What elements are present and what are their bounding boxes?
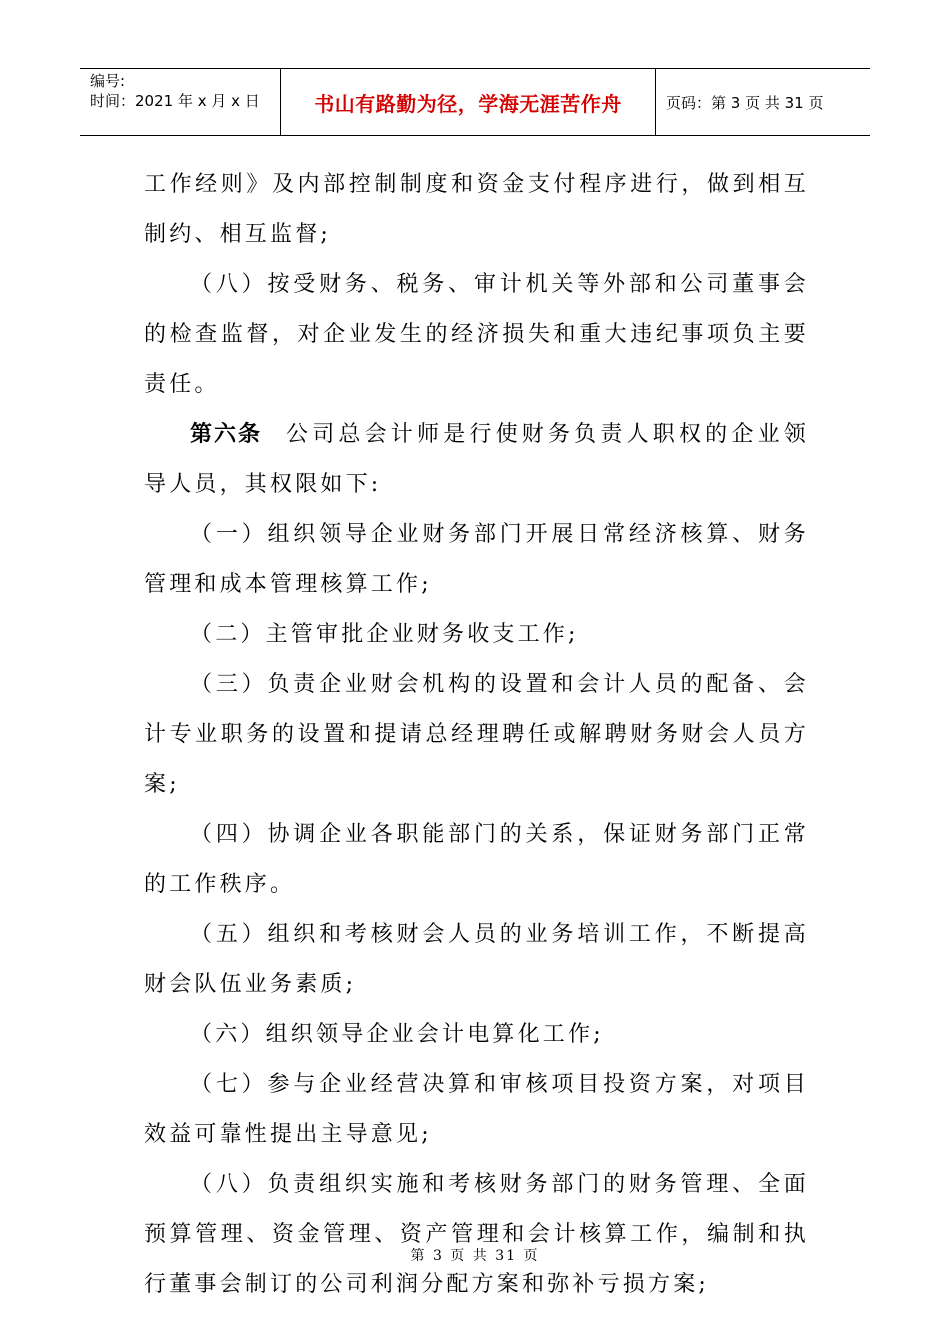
header-date: 时间：2021 年 x 月 x 日 bbox=[90, 92, 260, 110]
paragraph-text: （五）组织和考核财会人员的业务培训工作，不断提高财会队伍业务素质; bbox=[144, 922, 809, 997]
paragraph-text: （八）负责组织实施和考核财务部门的财务管理、全面预算管理、资金管理、资产管理和会计核算工作，编制和执行董事会制订的公司利润分配方案和弥补亏损方案; bbox=[144, 1172, 809, 1297]
article-number: 第六条 bbox=[190, 422, 262, 447]
page-footer: 第 3 页 共 31 页 bbox=[410, 1248, 540, 1264]
paragraph bbox=[144, 160, 809, 260]
header-motto: 书山有路勤为径，学海无涯苦作舟 bbox=[314, 91, 622, 116]
article-paragraph bbox=[144, 410, 809, 510]
paragraph-text: 公司总会计师是行使财务负责人职权的企业领导人员，其权限如下: bbox=[144, 422, 809, 497]
paragraph-text: （六）组织领导企业会计电算化工作; bbox=[190, 1022, 604, 1047]
page-header bbox=[80, 68, 870, 136]
paragraph-text: （四）协调企业各职能部门的关系，保证财务部门正常的工作秩序。 bbox=[144, 822, 809, 897]
paragraph bbox=[144, 510, 809, 610]
paragraph bbox=[144, 1010, 809, 1060]
paragraph-text: （二）主管审批企业财务收支工作; bbox=[190, 622, 579, 647]
paragraph bbox=[144, 660, 809, 810]
header-divider bbox=[655, 69, 656, 135]
paragraph bbox=[144, 260, 809, 410]
document-body bbox=[144, 160, 809, 1310]
paragraph-text: （八）按受财务、税务、审计机关等外部和公司董事会的检查监督，对企业发生的经济损失和重大违纪事项负主要责任。 bbox=[144, 272, 809, 397]
paragraph-text: 工作经则》及内部控制制度和资金支付程序进行，做到相互制约、相互监督; bbox=[144, 172, 809, 247]
paragraph-text: （一）组织领导企业财务部门开展日常经济核算、财务管理和成本管理核算工作; bbox=[144, 522, 809, 597]
paragraph bbox=[144, 1060, 809, 1160]
paragraph bbox=[144, 810, 809, 910]
paragraph-text: （七）参与企业经营决算和审核项目投资方案，对项目效益可靠性提出主导意见; bbox=[144, 1072, 809, 1147]
paragraph bbox=[144, 1160, 809, 1310]
header-number-label: 编号: bbox=[90, 72, 126, 90]
header-meta bbox=[80, 69, 280, 135]
header-page-info: 页码：第 3 页 共 31 页 bbox=[666, 93, 824, 112]
paragraph bbox=[144, 610, 809, 660]
paragraph bbox=[144, 910, 809, 1010]
paragraph-text: （三）负责企业财会机构的设置和会计人员的配备、会计专业职务的设置和提请总经理聘任或解聘财务财会人员方案; bbox=[144, 672, 809, 797]
